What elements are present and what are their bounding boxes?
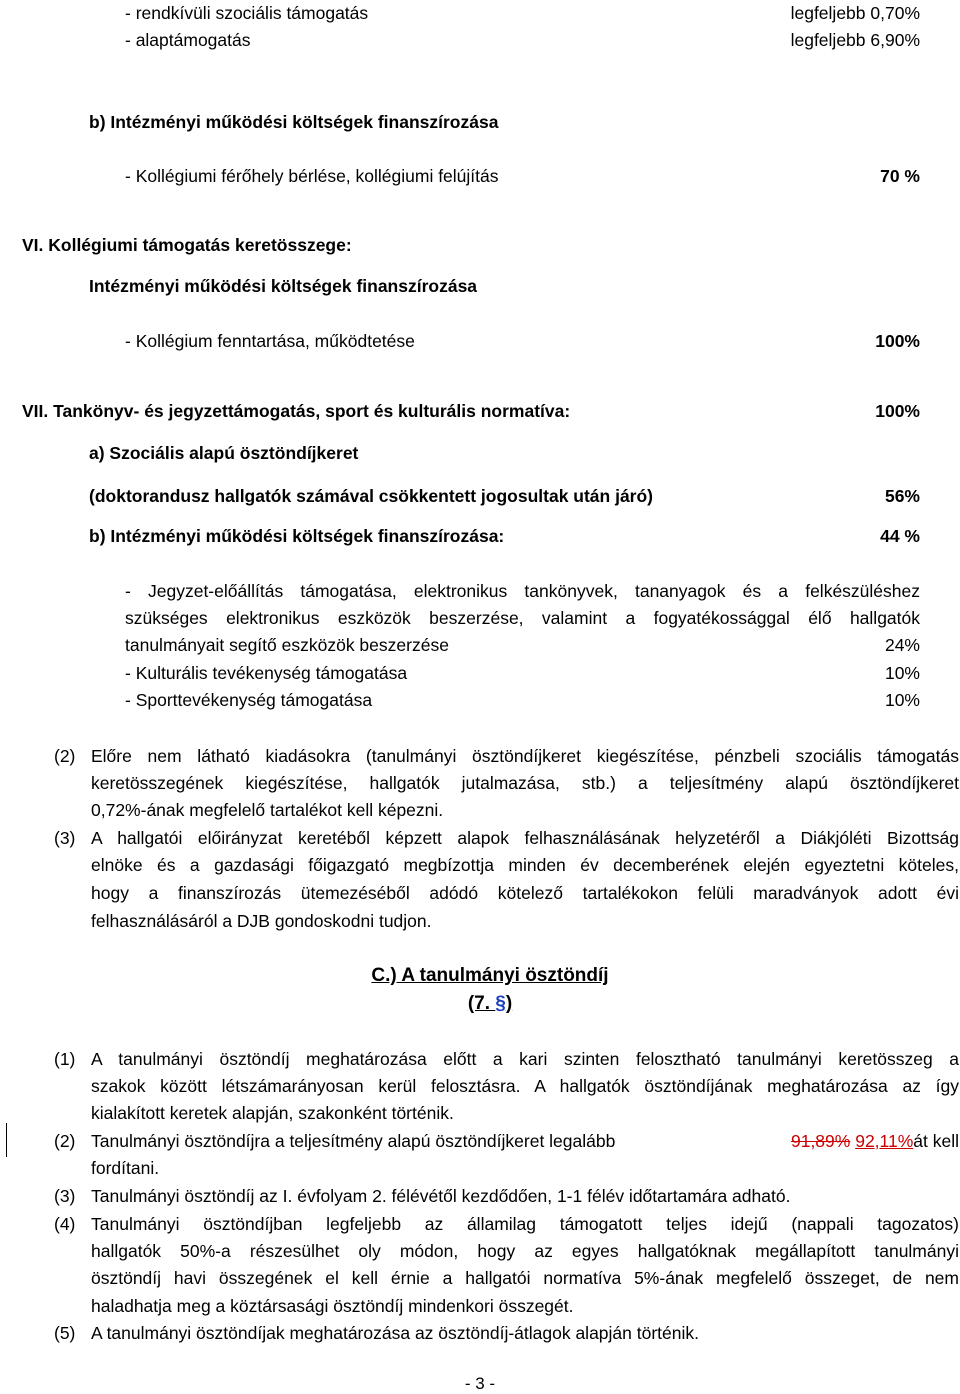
jegyzet-value: 24% — [884, 635, 920, 655]
section-c-subtitle-post: ) — [505, 993, 513, 1014]
paragraph-3-line-4: felhasználásáról a DJB gondoskodni tudjon. — [91, 911, 432, 931]
c4-line-1: Tanulmányi ösztöndíjban legfeljebb az államilag támogatott teljes idejű (nappali tagozatos) — [91, 1214, 959, 1234]
paragraph-2-number: (2) — [54, 746, 76, 766]
section-c-title-text: C.) A tanulmányi ösztöndíj — [371, 965, 609, 986]
item-alap-value: legfeljebb 6,90% — [790, 30, 920, 50]
vii-a-detail: (doktorandusz hallgatók számával csökkentett jogosultak után járó) — [89, 486, 654, 506]
c5-line-1: A tanulmányi ösztöndíjak meghatározása az ösztöndíj-átlagok alapján történik. — [91, 1323, 699, 1343]
paragraph-2-line-3: 0,72%-ának megfelelő tartalékot kell képezni. — [91, 800, 444, 820]
c2-deleted-value: 91,89% — [790, 1131, 851, 1151]
c1-line-3: kialakított keretek alapján, szakonként történik. — [91, 1103, 454, 1123]
c1-line-1: A tanulmányi ösztöndíj meghatározása előtt a kari szinten felosztható tanulmányi keretösszeg a — [91, 1049, 959, 1069]
heading-vii-b: b) Intézményi működési költségek finanszírozása: — [89, 526, 505, 546]
item-kollegium-fenntartasa-label: - Kollégium fenntartása, működtetése — [125, 331, 415, 351]
item-rendkivuli-value: legfeljebb 0,70% — [790, 3, 920, 23]
jegyzet-line-1: - Jegyzet-előállítás támogatása, elektronikus tankönyvek, tananyagok és a felkészüléshez — [125, 581, 920, 601]
section-c-title — [10, 964, 960, 988]
jegyzet-line-2: szükséges elektronikus eszközök beszerzése, valamint a fogyatékossággal élő hallgatók — [125, 608, 920, 628]
paragraph-2-line-2: keretösszegének kiegészítése, hallgatók jutalmazása, stb.) a teljesítmény alapú ösztöndíjkeret — [91, 773, 959, 793]
paragraph-3-line-3: hogy a finanszírozás ütemezéséből adódó kötelező tartalékokon felüli maradványok adott évi — [91, 883, 959, 903]
sport-label: - Sporttevékenység támogatása — [125, 690, 373, 710]
c2-number: (2) — [54, 1131, 76, 1151]
paragraph-3-number: (3) — [54, 828, 76, 848]
c4-line-4: haladhatja meg a köztársasági ösztöndíj mindenkori összegét. — [91, 1296, 574, 1316]
c4-number: (4) — [54, 1214, 76, 1234]
paragraph-2-line-1: Előre nem látható kiadásokra (tanulmányi ösztöndíjkeret kiegészítése, pénzbeli szociális támogatás — [91, 746, 959, 766]
item-kollegiumi-ferohely-label: - Kollégiumi férőhely bérlése, kollégiumi felújítás — [125, 166, 499, 186]
item-kollegiumi-ferohely-value: 70 % — [880, 166, 920, 186]
c2-line-1-post: át kell — [913, 1131, 959, 1151]
c1-number: (1) — [54, 1049, 76, 1069]
jegyzet-line-3: tanulmányait segítő eszközök beszerzése — [125, 635, 449, 655]
heading-vi-sub: Intézményi működési költségek finanszírozása — [89, 276, 478, 296]
c2-line-2: fordítani. — [91, 1158, 160, 1178]
vii-b-value: 44 % — [880, 526, 920, 546]
c5-number: (5) — [54, 1323, 76, 1343]
sport-value: 10% — [884, 690, 920, 710]
heading-vii-value: 100% — [875, 401, 920, 421]
heading-b-intezmenyi: b) Intézményi működési költségek finanszírozása — [89, 112, 499, 132]
kulturalis-label: - Kulturális tevékenység támogatása — [125, 663, 408, 683]
heading-vii: VII. Tankönyv- és jegyzettámogatás, sport és kulturális normatíva: — [22, 401, 571, 421]
paragraph-3-line-1: A hallgatói előirányzat keretéből képzett alapok felhasználásának helyzetéről a Diákjóléti Bizottság — [91, 828, 959, 848]
c1-line-2: szakok között létszámarányosan kerül felosztásra. A hallgatók ösztöndíjának meghatározása az így — [91, 1076, 959, 1096]
c4-line-2: hallgatók 50%-a részesülhet oly módon, hogy az egyes hallgatóknak megállapított tanulmányi — [91, 1241, 959, 1261]
vii-a-value: 56% — [884, 486, 920, 506]
heading-vi: VI. Kollégiumi támogatás keretösszege: — [22, 235, 352, 255]
section-c-subtitle-pre: (7. — [467, 993, 496, 1014]
change-bar — [6, 1123, 7, 1157]
c4-line-3: ösztöndíj havi összegének el kell érnie a hallgatói normatíva 5%-ának megfelelő összeget, de nem — [91, 1268, 959, 1288]
item-alap-label: - alaptámogatás — [125, 30, 251, 50]
paragraph-3-line-2: elnöke és a gazdasági főigazgató megbízottja minden év decemberének elején egyeztetni köteles, — [91, 855, 959, 875]
section-c-subtitle — [10, 992, 960, 1016]
kulturalis-value: 10% — [884, 663, 920, 683]
item-rendkivuli-label: - rendkívüli szociális támogatás — [125, 3, 369, 23]
c2-line-1 — [91, 1130, 959, 1152]
c2-line-1-pre: Tanulmányi ösztöndíjra a teljesítmény alapú ösztöndíjkeret legalább — [91, 1131, 616, 1151]
item-kollegium-fenntartasa-value: 100% — [875, 331, 920, 351]
c2-inserted-value: 92,11% — [855, 1131, 914, 1151]
c2-line-1-change — [791, 1130, 959, 1152]
c3-line-1: Tanulmányi ösztöndíj az I. évfolyam 2. félévétől kezdődően, 1-1 félév időtartamára adható. — [91, 1186, 791, 1206]
heading-vii-a: a) Szociális alapú ösztöndíjkeret — [89, 443, 359, 463]
c3-number: (3) — [54, 1186, 76, 1206]
section-c-subtitle-mark: § — [495, 993, 506, 1014]
page-number: - 3 - — [464, 1374, 496, 1393]
